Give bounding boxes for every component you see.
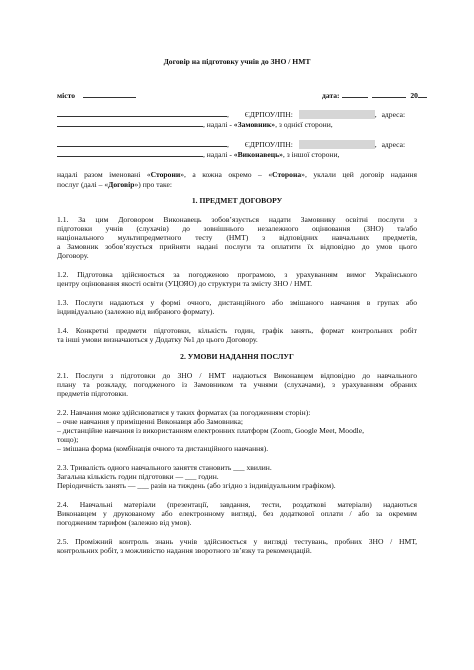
contractor-line-2 [57,149,339,159]
customer-name-blank [57,109,227,117]
contractor-name-blank [57,139,227,147]
section2-p2-line2: – очне навчання у приміщенні Виконавця або Замовника; [57,417,243,426]
section2-p3-line3: Періодичність занять — ___ разів на тиждень (або згідно з індивідуальним графіком). [57,481,336,490]
intro-line-1: надалі разом іменовані «Сторони», а кожна окремо – «Сторона», уклали цей договір надання [57,170,417,179]
section2-p2-line3: – дистанційне навчання із використанням електронних платформ (Zoom, Google Meet, Moodle, [57,426,365,435]
section2-p1-line3: предметів підготовки. [57,389,128,398]
contractor-edrpou-field [299,140,375,149]
customer-edrpou-field [299,110,375,119]
section1-p1-line3: національного мультипредметного тесту (НМТ) з відповідних навчальних предметів, [57,233,417,242]
section1-p2-line2: центру оцінювання якості освіти (УЦОЯО) до структури та змісту ЗНО / НМТ. [57,279,313,288]
section2-p1-line1: 2.1. Послуги з підготовки до ЗНО / НМТ надаються Виконавцем відповідно до навчального [57,371,417,380]
customer-edrpou-label: ЄДРПОУ/ІПН: [244,110,293,119]
section2-p5-line2: контрольних робіт, з можливістю надання зворотного зв’язку та рекомендацій. [57,546,312,555]
section1-p1-line4: а Замовник зобов’язується прийняти надані послуги та оплатити їх відповідно до умов цього [57,242,417,251]
contractor-named-label: , надалі - [203,150,232,159]
date-month-blank [372,90,406,98]
section2-p2-line1: 2.2. Навчання може здійснюватися у таких форматах (за погодженням сторін): [57,408,311,417]
contractor-address-blank [57,149,203,157]
customer-line-2 [57,119,333,129]
customer-named-label: , надалі - [203,120,232,129]
city-blank [83,90,136,98]
section2-p4-line3: погодженим тарифом (залежно від умов). [57,518,192,527]
section1-p4-line2: та інші умови визначаються у Додатку №1 до цього Договору. [57,335,258,344]
section2-p4-line2: Виконавцем у друкованому або електронному вигляді, без додаткової оплати / або за окремим [57,509,417,518]
section1-p4-line1: 1.4. Конкретні предмети підготовки, кількість годин, графік занять, формат контрольних робіт [57,326,417,335]
date-year: 20 [410,91,418,100]
customer-suffix: , з однієї сторони, [275,120,333,129]
contractor-address-label: адреса: [381,140,406,149]
section2-p2-line4: тощо); [57,435,79,444]
section2-p3-line2: Загальна кількість годин підготовки — ___ годин. [57,472,219,481]
customer-address-blank [57,119,203,127]
section2-p5-line1: 2.5. Проміжний контроль знань учнів здійснюється у вигляді тестувань, пробних ЗНО / НМТ, [57,537,417,546]
date-line [322,90,427,100]
section2-p2-line5: – змішана форма (комбінація очного та дистанційного навчання). [57,444,269,453]
section1-p3-line2: індивідуально (залежно від вибраного формату). [57,307,215,316]
contractor-line-1: , ЄДРПОУ/ІПН: , адреса: [57,139,405,149]
section2-heading: 2. УМОВИ НАДАННЯ ПОСЛУГ [180,352,294,361]
customer-role: «Замовник» [233,120,276,129]
contractor-edrpou-label: ЄДРПОУ/ІПН: [244,140,293,149]
section2-p3-line1: 2.3. Тривалість одного навчального заняття становить ___ хвилин. [57,463,272,472]
date-label: дата: [322,91,340,100]
section1-p1-line2: підготовки учнів (слухачів) до зовнішнього незалежного оцінювання (ЗНО) та/або [57,224,417,233]
section2-p1-line2: плану та розкладу, погодженого із Замовником та учнями (слухачами), з урахуванням обраних [57,380,417,389]
section2-p4-line1: 2.4. Навчальні матеріали (презентації, завдання, тести, роздаткові матеріали) надаються [57,500,417,509]
contractor-suffix: , з іншої сторони, [282,150,340,159]
section1-p1-line5: Договору. [57,251,89,260]
city-label: місто [57,91,76,100]
date-day-blank [342,90,368,98]
city-line [57,90,136,100]
date-year-blank [418,90,427,98]
section1-p1-line1: 1.1. За цим Договором Виконавець зобов’язується надати Замовнику освітні послуги з [57,215,417,224]
customer-line-1: , ЄДРПОУ/ІПН: , адреса: [57,109,405,119]
document-title: Договір на підготовку учнів до ЗНО / НМТ [163,57,311,66]
section1-p3-line1: 1.3. Послуги надаються у формі очного, дистанційного або змішаного навчання в групах або [57,298,417,307]
customer-address-label: адреса: [381,110,406,119]
intro-line-2: послуг (далі – «Договір») про таке: [57,180,173,189]
contractor-role: «Виконавець» [233,150,283,159]
section1-heading: 1. ПРЕДМЕТ ДОГОВОРУ [191,196,283,205]
section1-p2-line1: 1.2. Підготовка здійснюється за погодженою програмою, з урахуванням вимог Українського [57,270,417,279]
